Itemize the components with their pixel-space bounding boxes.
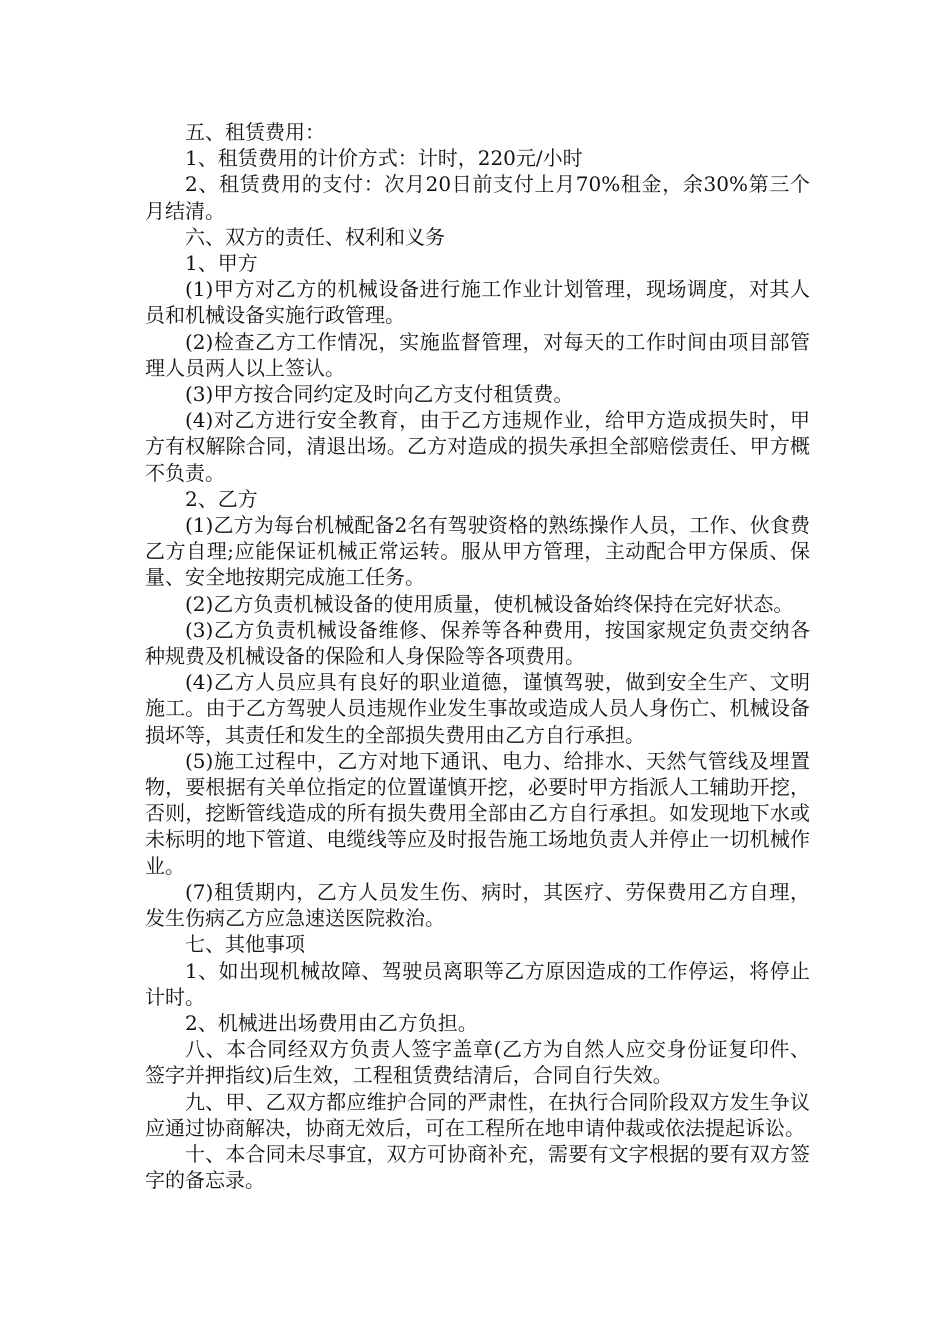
party-a-clause-3: (3)甲方按合同约定及时向乙方支付租赁费。 [185,382,574,407]
section-6-heading: 六、双方的责任、权利和义务 [185,224,445,249]
party-a-clause-1: (1)甲方对乙方的机械设备进行施工作业计划管理，现场调度，对其人员和机械设备实施行政管理。 [145,277,810,328]
party-b-clause-3: (3)乙方负责机械设备维修、保养等各种费用，按国家规定负责交纳各种规费及机械设备的保险和人身保险等各项费用。 [145,617,810,669]
party-b-clause-7: (7)租赁期内，乙方人员发生伤、病时，其医疗、劳保费用乙方自理，发生伤病乙方应急速送医院救治。 [145,879,810,931]
party-a-clause-2: (2)检查乙方工作情况，实施监督管理，对每天的工作时间由项目部管理人员两人以上签认。 [145,329,810,380]
document-body [145,119,810,1193]
party-b-clause-1: (1)乙方为每台机械配备2名有驾驶资格的熟练操作人员，工作、伙食费乙方自理;应能保证机械正常运转。服从甲方管理，主动配合甲方保质、保量、安全地按期完成施工任务。 [145,513,810,590]
section-8-clause: 八、本合同经双方负责人签字盖章(乙方为自然人应交身份证复印件、签字并押指纹)后生效，工程租赁费结清后，合同自行失效。 [145,1037,810,1088]
section-7-heading: 七、其他事项 [185,932,305,957]
party-b-heading: 2、乙方 [185,486,258,511]
party-b-clause-5: (5)施工过程中，乙方对地下通讯、电力、给排水、天然气管线及埋置物，要根据有关单位指定的位置谨慎开挖，必要时甲方指派人工辅助开挖，否则，挖断管线造成的所有损失费用全部由乙方自行承担。如发现地下水或未标明的地下管道、电缆线等应及时报告施工场地负责人并停止一切机械作业。 [145,748,810,878]
party-b-clause-4: (4)乙方人员应具有良好的职业道德，谨慎驾驶，做到安全生产、文明施工。由于乙方驾驶人员违规作业发生事故或造成人员人身伤亡、机械设备损坏等，其责任和发生的全部损失费用由乙方自行承担。 [145,670,810,747]
other-matters-clause-1: 1、如出现机械故障、驾驶员离职等乙方原因造成的工作停运，将停止计时。 [145,958,810,1009]
section-5-heading: 五、租赁费用： [185,120,325,144]
party-b-clause-2: (2)乙方负责机械设备的使用质量，使机械设备始终保持在完好状态。 [185,591,794,616]
rent-pricing-clause: 1、租赁费用的计价方式：计时，220元/小时 [185,146,583,171]
section-9-clause: 九、甲、乙双方都应维护合同的严肃性，在执行合同阶段双方发生争议应通过协商解决，协商无效后，可在工程所在地申请仲裁或依法提起诉讼。 [145,1089,810,1140]
party-a-clause-4: (4)对乙方进行安全教育，由于乙方违规作业，给甲方造成损失时，甲方有权解除合同，清退出场。乙方对造成的损失承担全部赔偿责任、甲方概不负责。 [145,408,810,485]
party-a-heading: 1、甲方 [185,251,258,276]
other-matters-clause-2: 2、机械进出场费用由乙方负担。 [185,1010,478,1035]
section-10-clause: 十、本合同未尽事宜，双方可协商补充，需要有文字根据的要有双方签字的备忘录。 [145,1141,810,1193]
rent-payment-clause: 2、租赁费用的支付：次月20日前支付上月70%租金，余30%第三个月结清。 [145,172,810,223]
